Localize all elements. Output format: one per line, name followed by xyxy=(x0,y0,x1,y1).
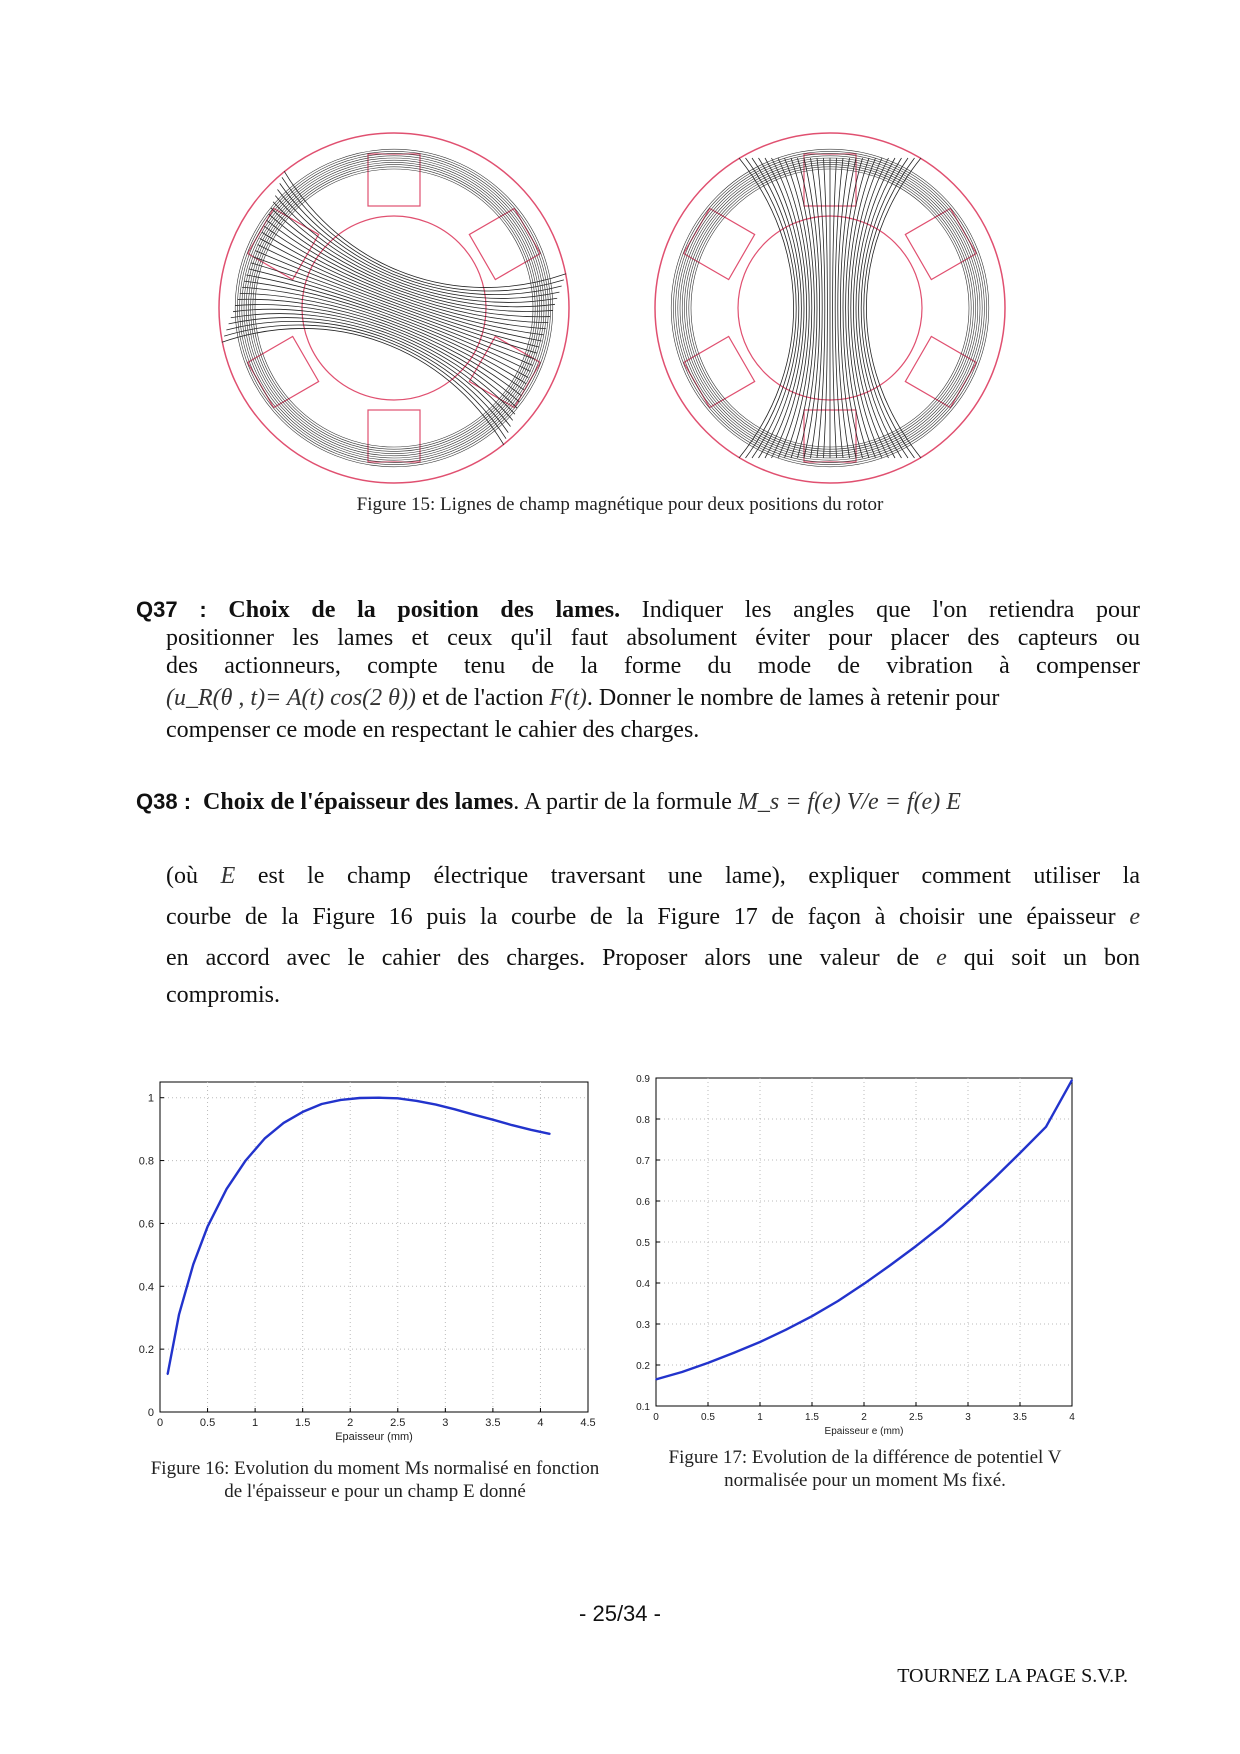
y-tick-label: 0.7 xyxy=(636,1156,650,1167)
q38-var-e-2: e xyxy=(936,945,947,971)
data-point xyxy=(967,1202,969,1204)
motor-left-rotor-position-1 xyxy=(219,133,569,483)
field-line xyxy=(752,158,799,458)
figure-16-caption: Figure 16: Evolution du moment Ms normalisé en fonction de l'épaisseur e pour un champ E donné xyxy=(150,1458,600,1502)
x-tick-label: 4 xyxy=(537,1417,544,1429)
figure-15-motor-field-lines xyxy=(0,130,1240,490)
data-point xyxy=(785,1329,787,1331)
q37-line-2: positionner les lames et ceux qu'il faut absolument éviter pour placer des capteurs ou xyxy=(166,625,1140,651)
data-point xyxy=(207,1226,209,1228)
footer-turn-page: TOURNEZ LA PAGE S.V.P. xyxy=(897,1665,1128,1687)
y-tick-label: 0.5 xyxy=(636,1238,650,1249)
data-point xyxy=(1019,1152,1021,1154)
data-point xyxy=(681,1371,683,1373)
data-point xyxy=(707,1362,709,1364)
field-line xyxy=(833,158,837,458)
data-point xyxy=(283,1122,285,1124)
data-point xyxy=(302,1111,304,1113)
data-point xyxy=(811,1315,813,1317)
field-line xyxy=(835,158,843,458)
field-line xyxy=(866,158,921,458)
field-line xyxy=(254,251,537,357)
x-axis-label: Epaisseur (mm) xyxy=(335,1431,413,1443)
data-point xyxy=(167,1373,169,1375)
field-line xyxy=(258,220,548,345)
x-tick-label: 2.5 xyxy=(390,1417,406,1429)
field-line xyxy=(261,202,555,338)
figure-15-caption: Figure 15: Lignes de champ magnétique pour deux positions du rotor xyxy=(356,494,884,515)
data-point xyxy=(993,1178,995,1180)
data-point xyxy=(321,1103,323,1105)
data-point xyxy=(378,1097,380,1099)
data-point xyxy=(863,1283,865,1285)
stator-pole xyxy=(368,154,420,206)
data-point xyxy=(245,1160,247,1162)
data-point xyxy=(530,1129,532,1131)
q38-line-4b: qui soit un bon xyxy=(963,945,1141,971)
data-point xyxy=(1071,1079,1073,1081)
q38-var-e-1: e xyxy=(1129,904,1141,930)
x-tick-label: 0.5 xyxy=(199,1417,216,1429)
field-line xyxy=(265,177,564,327)
stator-pole xyxy=(368,410,420,462)
field-line xyxy=(224,288,523,438)
field-line xyxy=(765,158,804,458)
y-tick-label: 1 xyxy=(147,1092,154,1105)
y-tick-label: 0.8 xyxy=(138,1155,154,1168)
y-tick-label: 0.6 xyxy=(636,1197,650,1208)
q37-text: Indiquer les angles que l'on retiendra pour xyxy=(641,597,1140,623)
x-tick-label: 3.5 xyxy=(1013,1412,1027,1423)
data-point xyxy=(837,1300,839,1302)
data-point xyxy=(397,1098,399,1100)
x-tick-label: 1 xyxy=(252,1417,259,1429)
data-point xyxy=(915,1245,917,1247)
y-tick-label: 0.9 xyxy=(636,1074,650,1085)
x-tick-label: 4.5 xyxy=(580,1417,596,1429)
y-tick-label: 0.4 xyxy=(138,1281,154,1294)
data-point xyxy=(1045,1126,1047,1128)
question-38 xyxy=(136,788,1140,816)
q38-number: Q38 : xyxy=(136,789,192,814)
q37-math-force: F(t) xyxy=(549,685,587,711)
x-tick-label: 1 xyxy=(757,1412,763,1423)
plot-frame xyxy=(160,1082,588,1412)
q38-formula: M_s = f(e) V/e = f(e) E xyxy=(737,789,961,815)
data-point xyxy=(733,1352,735,1354)
y-tick-label: 0.4 xyxy=(636,1279,650,1290)
x-tick-label: 0.5 xyxy=(701,1412,715,1423)
page-number: - 25/34 - xyxy=(579,1601,661,1626)
data-point xyxy=(511,1124,513,1126)
q38-line-5: compromis. xyxy=(166,982,280,1008)
q37-title: Choix de la position des lames. xyxy=(228,597,621,623)
q37-line-5: compenser ce mode en respectant le cahier des charges. xyxy=(166,717,700,743)
field-line xyxy=(251,259,534,365)
y-tick-label: 0.6 xyxy=(138,1218,154,1231)
data-point xyxy=(941,1225,943,1227)
x-tick-label: 2 xyxy=(347,1417,354,1429)
data-point xyxy=(492,1119,494,1121)
data-point xyxy=(178,1314,180,1316)
data-point xyxy=(549,1133,551,1135)
x-tick-label: 0 xyxy=(653,1412,659,1423)
data-point xyxy=(889,1265,891,1267)
q37-math-mode-shape: (u_R(θ , t)= A(t) cos(2 θ)) xyxy=(166,685,416,711)
data-point xyxy=(759,1341,761,1343)
x-axis-label: Epaisseur e (mm) xyxy=(824,1426,904,1437)
q38-text: . A partir de la formule xyxy=(513,789,732,815)
y-tick-label: 0.2 xyxy=(636,1361,650,1372)
data-point xyxy=(473,1114,475,1116)
data-point xyxy=(192,1263,194,1265)
data-point xyxy=(264,1138,266,1140)
q38-line-2a: (où xyxy=(166,863,198,889)
question-37 xyxy=(136,596,1140,744)
y-tick-label: 0.8 xyxy=(636,1115,650,1126)
x-tick-label: 4 xyxy=(1069,1412,1075,1423)
q37-number: Q37 : xyxy=(136,597,207,622)
field-line xyxy=(233,279,527,415)
data-point xyxy=(416,1100,418,1102)
data-point xyxy=(226,1188,228,1190)
data-point xyxy=(359,1097,361,1099)
q38-line-4a: en accord avec le cahier des charges. Proposer alors une valeur de xyxy=(166,945,920,971)
field-line xyxy=(864,158,915,458)
data-point xyxy=(435,1104,437,1106)
field-line xyxy=(824,158,828,458)
x-tick-label: 3.5 xyxy=(485,1417,501,1429)
data-point xyxy=(340,1099,342,1101)
field-line xyxy=(240,271,530,396)
q38-line-2b: est le champ électrique traversant une lame), expliquer comment utiliser la xyxy=(257,863,1140,889)
field-line xyxy=(739,158,794,458)
field-line xyxy=(861,158,908,458)
field-line xyxy=(817,158,825,458)
data-point xyxy=(454,1109,456,1111)
x-tick-label: 1.5 xyxy=(295,1417,311,1429)
q37-line-4a: et de l'action xyxy=(421,685,544,711)
x-tick-label: 3 xyxy=(442,1417,449,1429)
x-tick-label: 2.5 xyxy=(909,1412,923,1423)
x-tick-label: 1.5 xyxy=(805,1412,819,1423)
x-tick-label: 2 xyxy=(861,1412,867,1423)
figure-16-chart xyxy=(130,1070,610,1450)
y-tick-label: 0 xyxy=(147,1407,154,1419)
y-tick-label: 0.2 xyxy=(138,1344,154,1357)
figure-17-chart xyxy=(622,1070,1092,1440)
field-line xyxy=(856,158,895,458)
q38-title: Choix de l'épaisseur des lames xyxy=(203,789,514,815)
q38-line-3: courbe de la Figure 16 puis la courbe de la Figure 17 de façon à choisir une épaisseur xyxy=(166,904,1116,930)
q37-line-4b: . Donner le nombre de lames à retenir pour xyxy=(586,685,1000,711)
figure-17-caption: Figure 17: Evolution de la différence de potentiel V normalisée pour un moment Ms fixé. xyxy=(668,1447,1062,1491)
data-point xyxy=(655,1379,657,1381)
x-tick-label: 3 xyxy=(965,1412,971,1423)
x-tick-label: 0 xyxy=(156,1417,164,1429)
q37-line-3: des actionneurs, compte tenu de la forme du mode de vibration à compenser xyxy=(166,653,1140,679)
q38-var-E: E xyxy=(220,863,236,889)
field-line xyxy=(746,158,797,458)
y-tick-label: 0.1 xyxy=(636,1402,650,1413)
y-tick-label: 0.3 xyxy=(636,1320,650,1331)
question-38-body xyxy=(136,856,1140,1011)
motor-right-rotor-position-2 xyxy=(655,133,1005,483)
